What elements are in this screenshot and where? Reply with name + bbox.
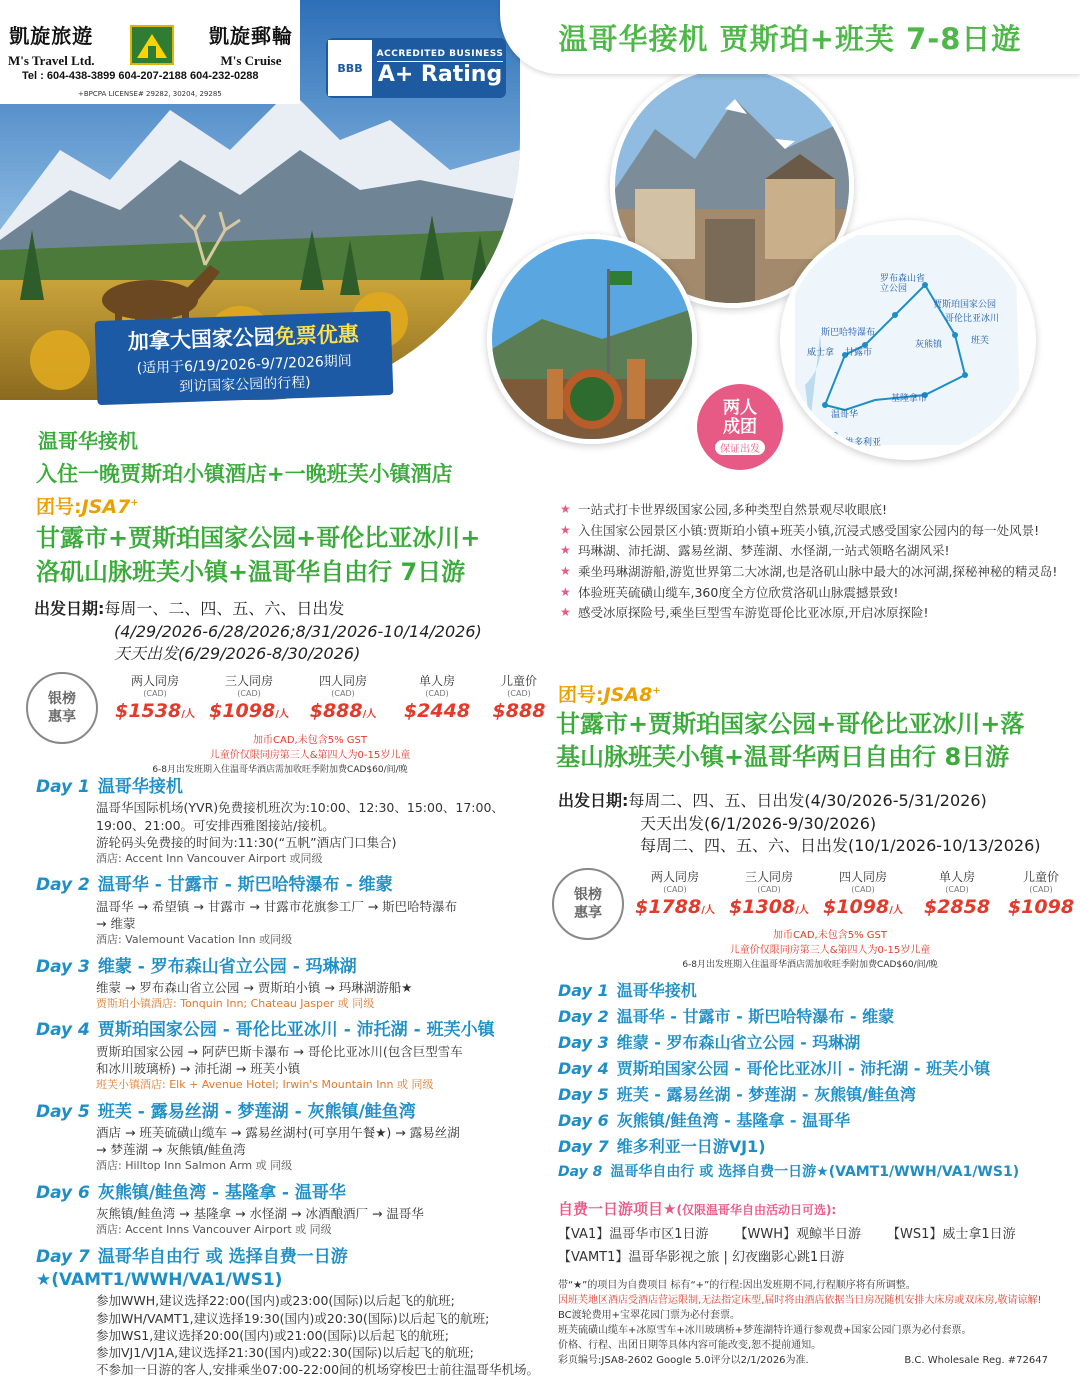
price-per: /人 — [701, 905, 715, 916]
tour7-dep-line1: 每周一、二、四、五、六、日出发 — [104, 599, 345, 618]
tour8-day-1 — [558, 980, 1068, 1002]
map-label-jasper: 贾斯珀国家公园 — [933, 300, 997, 310]
optional-item: 【WWH】观鲸半日游 — [734, 1227, 861, 1242]
optional-item: 【VAMT1】温哥华影视之旅 | 幻夜幽影心跳1日游 — [558, 1250, 845, 1265]
footer-line: 带“★”的项目为自费项目 标有“+”的行程:因出发班期不同,行程顺序将有所调整。 — [558, 1280, 916, 1291]
bbb-seal-icon: BBB — [326, 38, 374, 98]
day-number: Day 1 — [36, 777, 90, 797]
footer-line: BC渡轮费用+宝翠花园门票为必付套票。 — [558, 1310, 741, 1321]
badge-guarantee: 保证出发 — [715, 440, 765, 455]
logo-emblem-icon — [130, 25, 174, 65]
phone-numbers: Tel : 604-438-3899 604-207-2188 604-232-0288 — [22, 70, 259, 82]
day-body: 灰熊镇/鲑鱼湾 → 基隆拿 → 水怪湖 → 冰酒酿酒厂 → 温哥华 — [96, 1206, 424, 1222]
tour7-departure — [34, 598, 544, 666]
tour7-pickup: 温哥华接机 — [38, 429, 138, 453]
price-per: /人 — [181, 709, 195, 720]
tour8-day-5 — [558, 1084, 1068, 1106]
price-value: $888 — [309, 700, 363, 722]
day-body: 和冰川玻璃桥) → 沛托湖 → 班芙小镇 — [96, 1061, 301, 1077]
tour8-price-2p — [628, 868, 722, 918]
price-label: 四人同房 — [318, 674, 367, 688]
day-title: 班芙 - 露易丝湖 - 梦莲湖 - 灰熊镇/鲑鱼湾 — [97, 1101, 416, 1122]
tour7-title-line1: 甘露市+贾斯珀国家公园+哥伦比亚冰川+ — [36, 524, 481, 552]
map-label-whistler: 威士拿 — [807, 348, 835, 358]
tour7-price-2p — [108, 672, 202, 722]
tour7-day-7 — [36, 1246, 546, 1379]
tour7-price-single — [390, 672, 484, 722]
jasper-sign-photo — [487, 234, 697, 444]
company-name-en: M's Travel Ltd. — [8, 53, 95, 68]
day-number: Day 6 — [36, 1182, 90, 1203]
day-title: 维蒙 - 罗布森山省立公园 - 玛琳湖 — [97, 956, 357, 977]
price-value: $2448 — [403, 700, 471, 722]
company-logo — [0, 0, 300, 104]
day-hotel: 酒店: Valemount Vacation Inn 或同级 — [96, 933, 293, 947]
tour7-dep-line2: (4/29/2026-6/28/2026;8/31/2026-10/14/2026) — [114, 621, 482, 641]
seal-text-2: 惠享 — [48, 709, 76, 725]
route-map — [780, 220, 1036, 460]
tour7-price-4p — [296, 672, 390, 722]
tour8-price-child — [1004, 868, 1078, 918]
price-label: 两人同房 — [650, 870, 699, 884]
tour-highlights — [560, 500, 1060, 624]
tour7-gst-note: 加币CAD,未包含5% GST — [253, 735, 367, 746]
tour7-code-value: JSA7 — [81, 496, 131, 518]
tour7-day-5 — [36, 1101, 546, 1174]
map-label-kamloops: 甘露市 — [845, 348, 873, 358]
optional-item: 【WS1】威士拿1日游 — [886, 1227, 1016, 1242]
price-unit: (CAD) — [663, 885, 687, 894]
day-title: 温哥华接机 — [97, 777, 183, 797]
promo-highlight: 免票优惠 — [274, 321, 360, 349]
tour7-price-child — [484, 672, 554, 722]
highlight-item: ★ 体验班芙硫磺山缆车,360度全方位欣赏洛矶山脉震撼景致! — [560, 583, 1060, 604]
tour7-code-label: 团号: — [36, 496, 82, 518]
promo-period: (适用于6/19/2026-9/7/2026期间 — [136, 353, 353, 377]
tour7-surcharge-note: 6-8月出发班期入住温哥华酒店需加收旺季附加费CAD$60/间/晚 — [152, 765, 408, 775]
silver-seal-icon — [552, 868, 624, 940]
promo-title: 加拿大国家公园 — [127, 324, 276, 355]
day-number: Day 4 — [36, 1020, 90, 1041]
highlight-item: ★ 感受冰原探险号,乘坐巨型雪车游览哥伦比亚冰原,开启冰原探险! — [560, 603, 1060, 624]
tour8-code-label: 团号: — [558, 684, 604, 706]
price-label: 单人房 — [418, 674, 455, 688]
optional-subtitle: (仅限温哥华自由活动日可选): — [676, 1203, 837, 1217]
highlight-item: ★ 乘坐玛琳湖游船,游览世界第二大冰湖,也是洛矶山脉中最大的冰河湖,探秘神秘的精灵岛! — [560, 562, 1060, 583]
price-per: /人 — [889, 905, 903, 916]
day-title: 灰熊镇/鲑鱼湾 - 基隆拿 - 温哥华 — [616, 1111, 851, 1131]
day-number: Day 4 — [558, 1059, 609, 1079]
price-unit: (CAD) — [757, 885, 781, 894]
day-title: 温哥华自由行 或 选择自费一日游★(VAMT1/WWH/VA1/WS1) — [610, 1163, 1020, 1180]
price-unit: (CAD) — [237, 689, 261, 698]
day-number: Day 2 — [558, 1007, 609, 1027]
day-body: 贾斯珀国家公园 → 阿萨巴斯卡瀑布 → 哥伦比亚冰川(包含巨型雪车 — [96, 1043, 463, 1059]
day-hotel: 班芙小镇酒店: Elk + Avenue Hotel; Irwin's Mountain Inn 或 同级 — [96, 1078, 434, 1092]
highlight-item: ★ 入住国家公园景区小镇:贾斯珀小镇+班芙小镇,沉浸式感受国家公园内的每一处风景! — [560, 521, 1060, 542]
tour8-dep-label: 出发日期: — [558, 791, 629, 810]
optional-item: 【VA1】温哥华市区1日游 — [558, 1227, 709, 1242]
tour8-title-line1: 甘露市+贾斯珀国家公园+哥伦比亚冰川+落 — [556, 710, 1025, 738]
bbb-rating-badge — [326, 38, 506, 98]
tour8-day-7 — [558, 1136, 1068, 1158]
tour7-day-2 — [36, 874, 546, 947]
price-unit: (CAD) — [331, 689, 355, 698]
footer-line: 班芙硫磺山缆车+冰原雪车+冰川玻璃桥+梦莲湖特许通行参观费+国家公园门票为必付套票。 — [558, 1325, 972, 1336]
price-label: 三人同房 — [744, 870, 793, 884]
map-label-vancouver: 温哥华 — [831, 410, 859, 420]
tour7-code: 团号:JSA7+ — [36, 496, 139, 518]
map-label-spahats: 斯巴哈特瀑布 — [821, 328, 876, 338]
day-title: 温哥华 - 甘露市 - 斯巴哈特瀑布 - 维蒙 — [97, 875, 393, 896]
bbb-rating-text: A+ Rating — [377, 62, 503, 87]
day-body: 温哥华 → 希望镇 → 甘露市 → 甘露市花旗参工厂 → 斯巴哈特瀑布 — [96, 898, 458, 914]
tour8-price-4p — [816, 868, 910, 918]
price-label: 儿童价 — [500, 674, 537, 688]
page-title: 温哥华接机 贾斯珀+班芙 7-8日遊 — [558, 21, 1022, 56]
price-unit: (CAD) — [1029, 885, 1053, 894]
day-body: 维蒙 → 罗布森山省立公园 → 贾斯珀小镇 → 玛琳湖游船★ — [96, 979, 413, 995]
company-name-cn: 凱旋旅遊 — [9, 24, 94, 48]
tour8-title — [556, 708, 1056, 774]
tour7-title — [36, 522, 536, 589]
day-number: Day 2 — [36, 875, 90, 896]
map-label-robson: 罗布森山省立公园 — [880, 274, 926, 294]
tour7-day-6 — [36, 1182, 546, 1238]
price-label: 三人同房 — [224, 674, 273, 688]
day-body: 参加WS1,建议选择20:00(国内)或21:00(国际)以后起飞的航班; — [96, 1327, 449, 1343]
footer-notes — [558, 1278, 1068, 1368]
optional-day-tours — [558, 1198, 1068, 1265]
day-number: Day 7 — [558, 1137, 609, 1157]
tour8-title-line2: 基山脉班芙小镇+温哥华两日自由行 8日游 — [556, 743, 1010, 772]
tour7-price-notes — [100, 731, 520, 761]
tour8-day-8 — [558, 1163, 1068, 1182]
cruise-name-en: M's Cruise — [220, 53, 282, 68]
day-hotel: 酒店: Accent Inn Vancouver Airport 或同级 — [96, 852, 323, 866]
day-hotel: 酒店: Hilltop Inn Salmon Arm 或 同级 — [96, 1159, 293, 1173]
price-label: 儿童价 — [1022, 870, 1059, 884]
day-body: 酒店 → 班芙硫磺山缆车 → 露易丝湖村(可享用午餐★) → 露易丝湖 — [96, 1124, 460, 1140]
tour7-day-4 — [36, 1019, 546, 1092]
day-title: 班芙 - 露易丝湖 - 梦莲湖 - 灰熊镇/鲑鱼湾 — [616, 1085, 916, 1105]
tour7-dep-label: 出发日期: — [34, 599, 105, 618]
seal-text-1: 银榜 — [48, 690, 76, 707]
day-number: Day 8 — [558, 1163, 603, 1180]
tour7-child-note: 儿童价仅限同房第三人&第四人为0-15岁儿童 — [209, 750, 411, 761]
day-title: 贾斯珀国家公园 - 哥伦比亚冰川 - 沛托湖 - 班芙小镇 — [616, 1059, 991, 1079]
day-body: 游轮码头免费接的时间为:11:30(“五帆”酒店门口集合) — [96, 834, 397, 850]
optional-title: 自费一日游项目★ — [558, 1200, 677, 1218]
price-value: $888 — [492, 700, 546, 722]
tour8-surcharge-note: 6-8月出发班期入住温哥华酒店需加收旺季附加费CAD$60/间/晚 — [682, 960, 938, 970]
day-body: 参加VJ1/VJ1A,建议选择21:30(国内)或22:30(国际)以后起飞的航班; — [96, 1345, 474, 1361]
price-value: $1788 — [635, 896, 702, 918]
day-body: → 维蒙 — [96, 916, 136, 932]
price-per: /人 — [275, 709, 289, 720]
day-hotel: 酒店: Accent Inns Vancouver Airport 或 同级 — [96, 1223, 332, 1237]
price-unit: (CAD) — [851, 885, 875, 894]
map-label-kelowna: 基隆拿市 — [891, 394, 928, 404]
day-title: 灰熊镇/鲑鱼湾 - 基隆拿 - 温哥华 — [97, 1182, 346, 1203]
seal-text-2: 惠享 — [574, 905, 602, 921]
day-body: 温哥华国际机场(YVR)免费接机班次为:10:00、12:30、15:00、17:00、 — [96, 800, 504, 816]
tour8-dep-line2: 天天出发(6/1/2026-9/30/2026) — [640, 813, 877, 833]
price-value: $1098 — [209, 700, 276, 722]
price-label: 四人同房 — [838, 870, 887, 884]
price-per: /人 — [362, 709, 377, 720]
day-title: 温哥华接机 — [616, 981, 697, 1000]
highlight-item: ★ 玛琳湖、沛托湖、露易丝湖、梦莲湖、水怪湖,一站式领略名湖风采! — [560, 541, 1060, 562]
footer-line: 因班芙地区酒店受酒店营运限制,无法指定床型,届时将由酒店依据当日房况随机安排大床房或双床房,敬请谅解! — [558, 1295, 1042, 1306]
license-numbers: +BPCPA LICENSE# 29282, 30204, 29285 — [78, 90, 222, 98]
tour7-dep-line3: 天天出发(6/29/2026-8/30/2026) — [114, 644, 361, 664]
badge-text-1: 两人 — [723, 398, 757, 419]
day-number: Day 5 — [558, 1085, 609, 1105]
tour8-price-notes — [620, 926, 1040, 956]
day-body: 不参加一日游的客人,安排乘坐07:00-22:00间的机场穿梭巴士前往温哥华机场。 — [96, 1362, 540, 1378]
tour8-child-note: 儿童价仅限同房第三人&第四人为0-15岁儿童 — [729, 945, 931, 956]
promo-period-note: 到访国家公园的行程) — [178, 374, 311, 396]
tour8-price-3p — [722, 868, 816, 918]
tour8-gst-note: 加币CAD,未包含5% GST — [773, 930, 887, 941]
price-value: $1538 — [115, 700, 182, 722]
tour8-code-value: JSA8 — [603, 684, 653, 706]
price-value: $1098 — [1007, 896, 1075, 918]
day-title: 温哥华自由行 或 选择自费一日游★(VAMT1/WWH/VA1/WS1) — [36, 1246, 348, 1290]
tour7-price-3p — [202, 672, 296, 722]
map-label-columbia: 哥伦比亚冰川 — [945, 314, 1000, 324]
tour8-price-single — [910, 868, 1004, 918]
tour8-code: 团号:JSA8+ — [558, 684, 661, 706]
page-title-bar — [500, 0, 1080, 74]
cruise-name-cn: 凱旋郵輪 — [208, 24, 293, 48]
tour8-day-6 — [558, 1110, 1068, 1132]
day-hotel: 贾斯珀小镇酒店: Tonquin Inn; Chateau Jasper 或 同级 — [96, 997, 375, 1011]
day-number: Day 3 — [36, 956, 90, 977]
tour8-day-2 — [558, 1006, 1068, 1028]
tour8-itinerary — [558, 980, 1068, 1186]
day-body: 参加WWH,建议选择22:00(国内)或23:00(国际)以后起飞的航班; — [96, 1293, 455, 1309]
day-body: 参加WH/VAMT1,建议选择19:30(国内)或20:30(国际)以后起飞的航班; — [96, 1310, 490, 1326]
map-label-victoria: 维多利亚 — [845, 438, 882, 448]
price-per: /人 — [795, 905, 809, 916]
tour8-dep-line1: 每周二、四、五、日出发(4/30/2026-5/31/2026) — [628, 791, 987, 810]
day-number: Day 6 — [558, 1111, 609, 1131]
tour8-dep-line3: 每周二、四、五、六、日出发(10/1/2026-10/13/2026) — [640, 836, 1041, 856]
price-unit: (CAD) — [945, 885, 969, 894]
tour7-day-3 — [36, 956, 546, 1012]
badge-text-2: 成团 — [723, 417, 757, 437]
day-body: 19:00、21:00。可安排西雅图接站/接机。 — [96, 817, 335, 833]
day-title: 温哥华 - 甘露市 - 斯巴哈特瀑布 - 维蒙 — [616, 1007, 895, 1027]
tour8-departure — [558, 790, 1068, 858]
tour7-hotel-info: 入住一晚贾斯珀小镇酒店+一晚班芙小镇酒店 — [36, 462, 453, 486]
silver-seal-icon — [26, 672, 98, 744]
tour7-itinerary — [36, 776, 546, 1379]
day-title: 维多利亚一日游VJ1) — [616, 1137, 766, 1157]
price-value: $1098 — [823, 896, 890, 918]
day-title: 维蒙 - 罗布森山省立公园 - 玛琳湖 — [616, 1033, 861, 1053]
tour8-day-3 — [558, 1032, 1068, 1054]
day-number: Day 1 — [558, 981, 609, 1000]
footer-brochure-code: 彩页编号:JSA8-2602 Google 5.0评分以2/1/2026为准. — [558, 1355, 809, 1366]
bbb-accredited-text: ACCREDITED BUSINESS — [377, 49, 504, 62]
price-value: $2858 — [923, 896, 991, 918]
price-label: 两人同房 — [130, 674, 179, 688]
footer-registration: B.C. Wholesale Reg. #72647 — [904, 1355, 1048, 1366]
day-number: Day 3 — [558, 1033, 609, 1053]
two-person-guarantee-badge — [697, 384, 783, 470]
day-title: 贾斯珀国家公园 - 哥伦比亚冰川 - 沛托湖 - 班芙小镇 — [97, 1020, 495, 1041]
seal-text-1: 银榜 — [574, 886, 602, 903]
footer-line: 价格、行程、出团日期等具体内容可能改变,恕不提前通知。 — [558, 1340, 822, 1351]
map-label-revelstoke: 灰熊镇 — [915, 340, 943, 350]
price-unit: (CAD) — [425, 689, 449, 698]
tour7-title-line2: 洛矶山脉班芙小镇+温哥华自由行 7日游 — [36, 557, 466, 586]
day-number: Day 7 — [36, 1246, 90, 1267]
free-ticket-promo-banner — [95, 311, 394, 405]
day-body: → 梦莲湖 → 灰熊镇/鲑鱼湾 — [96, 1142, 246, 1158]
price-unit: (CAD) — [143, 689, 167, 698]
price-label: 单人房 — [938, 870, 975, 884]
day-number: Day 5 — [36, 1101, 90, 1122]
tour8-day-4 — [558, 1058, 1068, 1080]
tour7-day-1 — [36, 776, 546, 866]
price-value: $1308 — [729, 896, 796, 918]
price-unit: (CAD) — [507, 689, 531, 698]
highlight-item: ★ 一站式打卡世界级国家公园,多种类型自然景观尽收眼底! — [560, 500, 1060, 521]
map-label-banff: 班芙 — [971, 336, 990, 346]
